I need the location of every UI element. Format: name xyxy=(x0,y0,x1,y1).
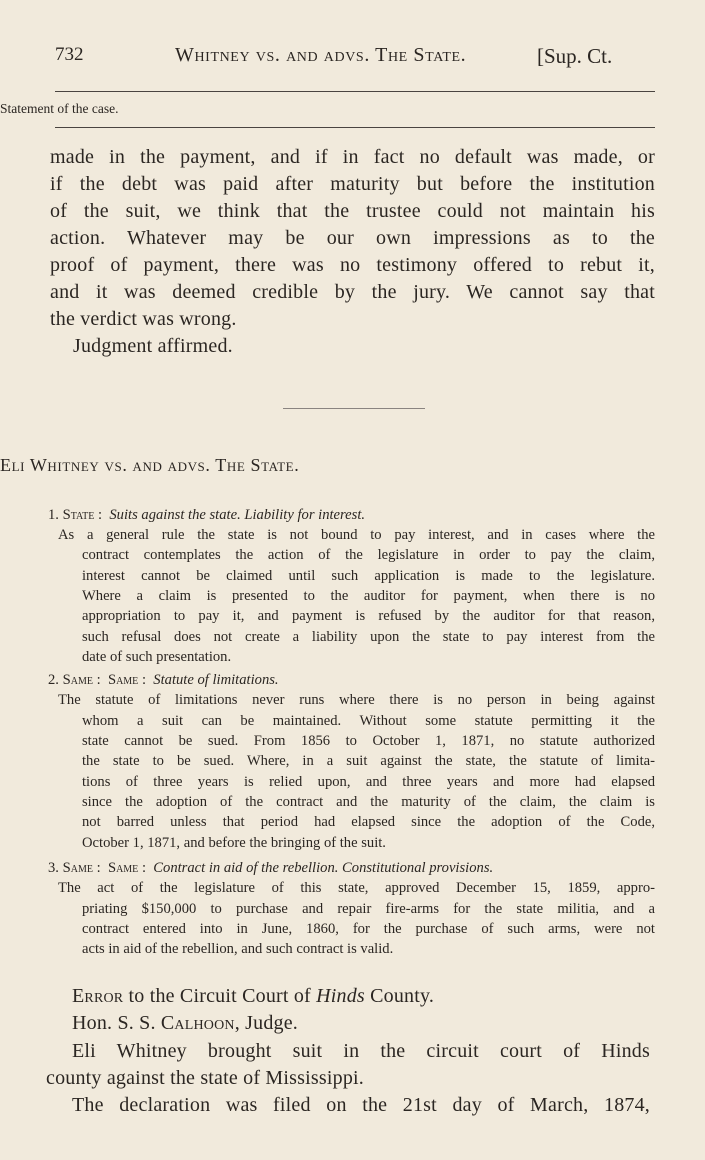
text-line: the state to be sued. Where, in a suit against the state, the statute of limita- xyxy=(82,753,655,769)
headnote-number: 2. xyxy=(48,672,59,688)
text-line: priating $150,000 to purchase and repair fire-arms for the state militia, and a xyxy=(82,901,655,917)
text-line: of the suit, we think that the trustee could not maintain his xyxy=(50,200,655,222)
text-line: the verdict was wrong. xyxy=(50,308,237,330)
headnote-heading xyxy=(48,860,493,877)
text-line: county against the state of Mississippi. xyxy=(46,1067,364,1089)
text-line: state cannot be sued. From 1856 to October 1, 1871, no statute authorized xyxy=(82,733,655,749)
text-line: contract contemplates the action of the legislature in order to pay the claim, xyxy=(82,547,655,563)
judge-name: Calhoon xyxy=(160,1012,235,1034)
text-line: not barred unless that period had elapsed since the adoption of the Code, xyxy=(82,814,655,830)
judge-prefix: Hon. S. S. xyxy=(72,1012,161,1034)
text-line: action. Whatever may be our own impressions as to the xyxy=(50,227,655,249)
text-line: October 1, 1871, and before the bringing of the suit. xyxy=(82,835,386,851)
page-number: 732 xyxy=(55,44,84,65)
headnote-catchline: Contract in aid of the rebellion. Constitutional provisions. xyxy=(153,860,494,876)
text-line: if the debt was paid after maturity but before the institution xyxy=(50,173,655,195)
running-title: Whitney vs. and advs. The State. xyxy=(175,44,467,66)
headnote-heading xyxy=(48,672,279,689)
text-line: since the adoption of the contract and the maturity of the claim, the claim is xyxy=(82,794,655,810)
text-line: made in the payment, and if in fact no default was made, or xyxy=(50,146,655,168)
text-line: The act of the legislature of this state, approved December 15, 1859, appro- xyxy=(58,880,655,896)
judge-line xyxy=(72,1012,298,1035)
judgment: Judgment affirmed. xyxy=(73,335,233,357)
text-line: proof of payment, there was no testimony offered to rebut it, xyxy=(50,254,655,276)
text-line: The statute of limitations never runs where there is no person in being against xyxy=(58,692,655,708)
case-title: Eli Whitney vs. and advs. The State. xyxy=(0,455,300,475)
judge-suffix: , Judge. xyxy=(234,1012,298,1034)
headnote-topic: State : xyxy=(62,507,103,523)
headnote-subtopic: Same : xyxy=(107,672,146,688)
error-line xyxy=(72,985,434,1008)
error-suffix: County. xyxy=(364,985,435,1007)
separator-rule xyxy=(283,408,425,409)
text-line: The declaration was filed on the 21st day of March, 1874, xyxy=(72,1094,650,1116)
error-text: to the Circuit Court of xyxy=(123,985,317,1007)
section-rule xyxy=(55,127,655,128)
error-label: Error xyxy=(72,985,124,1007)
header-rule xyxy=(55,91,655,92)
section-label: Statement of the case. xyxy=(0,101,119,116)
headnote-heading xyxy=(48,507,365,524)
text-line: As a general rule the state is not bound to pay interest, and in cases where the xyxy=(58,527,655,543)
headnote-topic: Same : xyxy=(62,672,101,688)
text-line: interest cannot be claimed until such application is made to the legislature. xyxy=(82,568,655,584)
headnote-subtopic: Same : xyxy=(107,860,146,876)
headnote-topic: Same : xyxy=(62,860,101,876)
headnote-catchline: Statute of limitations. xyxy=(153,672,279,688)
text-line: whom a suit can be maintained. Without some statute permitting it the xyxy=(82,713,655,729)
headnote-number: 1. xyxy=(48,507,59,523)
text-line: appropriation to pay it, and payment is refused by the auditor for that reason, xyxy=(82,608,655,624)
text-line: such refusal does not create a liability upon the state to pay interest from the xyxy=(82,629,655,645)
text-line: contract entered into in June, 1860, for the purchase of such arms, were not xyxy=(82,921,655,937)
headnote-catchline: Suits against the state. Liability for interest. xyxy=(109,507,366,523)
text-line: Eli Whitney brought suit in the circuit court of Hinds xyxy=(72,1040,650,1062)
county-name: Hinds xyxy=(316,985,365,1007)
text-line: Where a claim is presented to the auditor for payment, when there is no xyxy=(82,588,655,604)
text-line: tions of three years is relied upon, and three years and more had elapsed xyxy=(82,774,655,790)
text-line: and it was deemed credible by the jury. We cannot say that xyxy=(50,281,655,303)
court-label: [Sup. Ct. xyxy=(537,44,613,68)
headnote-number: 3. xyxy=(48,860,59,876)
text-line: date of such presentation. xyxy=(82,649,232,665)
text-line: acts in aid of the rebellion, and such contract is valid. xyxy=(82,941,394,957)
